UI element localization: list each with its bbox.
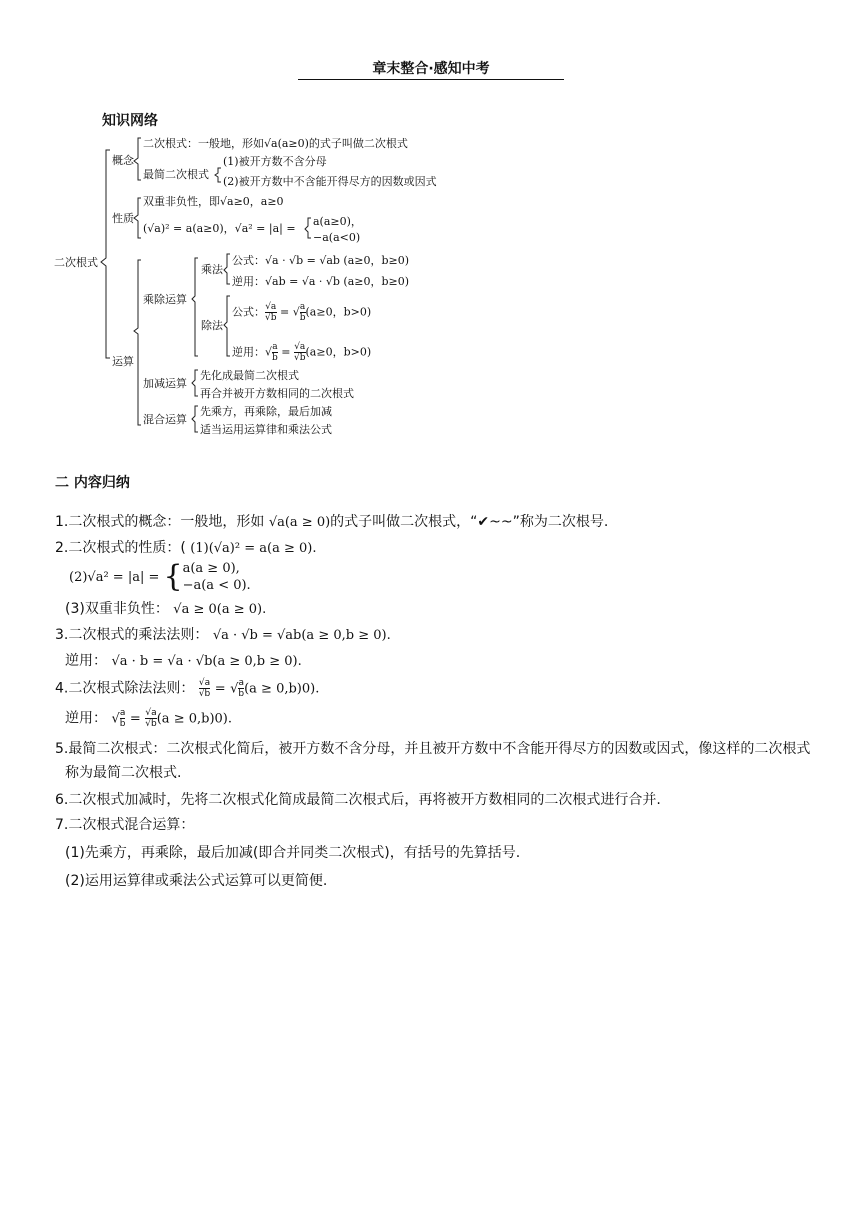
mixed-brace bbox=[192, 406, 198, 432]
mul-brace bbox=[224, 254, 230, 284]
concept-brace bbox=[134, 138, 141, 180]
summary-item-1 bbox=[55, 512, 815, 533]
map-mixed1: 先乘方，再乘除，最后加减 bbox=[200, 405, 332, 418]
map-simplest-cond1: (1)被开方数不含分母 bbox=[223, 155, 327, 168]
map-mul-formula: 公式：√a · √b = √ab (a≥0，b≥0) bbox=[232, 254, 410, 267]
summary-item-3b bbox=[55, 651, 815, 672]
item2b-prefix: (2)√a² = |a| = bbox=[69, 570, 164, 585]
item3-text: 3.二次根式的乘法法则： bbox=[55, 627, 213, 643]
fraction-sqrt-a-over-sqrt-b: $\frac{√a}{√b}$ bbox=[265, 302, 277, 323]
item1-text-b: 的式子叫做二次根式，“✔~~”称为二次根号. bbox=[330, 514, 609, 530]
item4b-math: (a ≥ 0,b)0). bbox=[156, 711, 232, 726]
summary-item-5 bbox=[55, 737, 815, 785]
map-property-case1: a(a≥0)， bbox=[313, 215, 362, 228]
summary-item-2b bbox=[55, 560, 815, 594]
item7-text: 7.二次根式混合运算： bbox=[55, 817, 195, 833]
map-property-p1: 双重非负性，即√a≥0，a≥0 bbox=[143, 195, 284, 208]
map-simplest: 最简二次根式 bbox=[143, 168, 209, 181]
fraction-sqrt-a-over-sqrt-b: $\frac{√a}{√b}$ bbox=[294, 342, 306, 363]
item7-1-text: (1)先乘方，再乘除，最后加减(即合并同类二次根式)，有括号的先算括号. bbox=[65, 845, 521, 861]
item4-math: (a ≥ 0,b)0). bbox=[244, 681, 320, 697]
item2-math: (1)(√a)² = a(a ≥ 0). bbox=[190, 541, 317, 556]
item2b-case1: a(a ≥ 0), bbox=[182, 561, 240, 576]
item2c-text: (3)双重非负性： bbox=[65, 601, 174, 617]
property-brace bbox=[134, 198, 141, 238]
map-root: 二次根式 bbox=[54, 256, 98, 269]
item2-text: 2.二次根式的性质：( bbox=[55, 540, 191, 556]
item7-2-text: (2)运用运算律或乘法公式运算可以更简便. bbox=[65, 873, 328, 889]
operation-brace bbox=[134, 260, 141, 425]
map-mixed: 混合运算 bbox=[143, 413, 187, 426]
map-property-case2: −a(a<0) bbox=[313, 231, 361, 244]
item5-text: 5.最简二次根式：二次根式化简后，被开方数不含分母，并且被开方数中不含能开得尽方的因数或因式，像这样的二次根式称为最简二次根式. bbox=[55, 741, 811, 781]
map-addsub: 加减运算 bbox=[143, 377, 187, 390]
map-div-formula: 公式： $\frac{√a}{√b}$ = √ $\frac{a}{b}$ (a≥0，b>0) bbox=[232, 302, 372, 323]
map-div-inverse-prefix: 逆用： bbox=[232, 345, 265, 359]
map-mul-inverse: 逆用：√ab = √a · √b (a≥0，b≥0) bbox=[232, 275, 410, 288]
map-concept-def: 二次根式：一般地，形如√a(a≥0)的式子叫做二次根式 bbox=[143, 137, 408, 150]
summary-item-3 bbox=[55, 625, 815, 646]
item2b-case2: −a(a < 0). bbox=[182, 578, 251, 593]
fraction-a-over-b: $\frac{a}{b}$ bbox=[119, 707, 126, 729]
page-title: 章末整合·感知中考 bbox=[298, 58, 564, 80]
div-brace bbox=[224, 296, 230, 356]
item1-math: √a(a ≥ 0) bbox=[268, 515, 331, 530]
summary-item-6 bbox=[55, 790, 815, 810]
fraction-a-over-b: $\frac{a}{b}$ bbox=[238, 678, 245, 699]
map-div-inverse: 逆用：√ $\frac{a}{b}$ = $\frac{√a}{√b}$ (a≥0，b>0) bbox=[232, 342, 372, 363]
map-property-p2: (√a)² = a(a≥0)，√a² = |a| = bbox=[143, 222, 296, 235]
addsub-brace bbox=[192, 370, 198, 396]
item4b-text: 逆用： bbox=[65, 710, 112, 726]
map-addsub1: 先化成最简二次根式 bbox=[200, 369, 299, 382]
map-simplest-cond2: (2)被开方数中不含能开得尽方的因数或因式 bbox=[223, 175, 437, 188]
fraction-a-over-b: $\frac{a}{b}$ bbox=[299, 302, 306, 323]
item2c-math: √a ≥ 0(a ≥ 0). bbox=[173, 602, 267, 617]
summary-item-4b: 逆用： √ $\frac{a}{b}$ = $\frac{√a}{√b}$ (a ≥ 0,b)0). bbox=[65, 707, 232, 729]
map-mul: 乘法 bbox=[201, 263, 223, 276]
abs-brace bbox=[305, 218, 311, 238]
item6-text: 6.二次根式加减时，先将二次根式化简成最简二次根式后，再将被开方数相同的二次根式进行合并. bbox=[55, 792, 661, 808]
summary-list bbox=[55, 512, 815, 896]
map-muldiv: 乘除运算 bbox=[143, 293, 187, 306]
item3b-math: √a · b = √a · √b(a ≥ 0,b ≥ 0). bbox=[111, 654, 302, 669]
summary-item-4: 4.二次根式除法法则： $\frac{√a}{√b}$ = √ $\frac{a}{b}$ (a ≥ 0,b)0). bbox=[55, 678, 320, 699]
map-operation: 运算 bbox=[112, 355, 134, 368]
knowledge-network-heading: 知识网络 bbox=[102, 113, 158, 129]
item1-text-a: 1.二次根式的概念：一般地，形如 bbox=[55, 514, 269, 530]
fraction-sqrt-a-over-sqrt-b: $\frac{√a}{√b}$ bbox=[198, 678, 211, 699]
simplest-brace bbox=[215, 168, 221, 182]
summary-heading: 二 内容归纳 bbox=[55, 475, 130, 491]
fraction-a-over-b: $\frac{a}{b}$ bbox=[272, 342, 278, 363]
cases-brace: { bbox=[163, 559, 183, 594]
summary-item-7-2 bbox=[55, 871, 815, 891]
fraction-sqrt-a-over-sqrt-b: $\frac{√a}{√b}$ bbox=[145, 707, 157, 729]
root-brace bbox=[101, 150, 110, 358]
map-div-inverse-cond: (a≥0，b>0) bbox=[305, 345, 372, 359]
map-div: 除法 bbox=[201, 319, 223, 332]
muldiv-brace bbox=[192, 258, 198, 356]
item4-text: 4.二次根式除法法则： bbox=[55, 680, 199, 697]
map-addsub2: 再合并被开方数相同的二次根式 bbox=[200, 387, 354, 400]
summary-item-7 bbox=[55, 815, 815, 835]
summary-item-2 bbox=[55, 538, 815, 559]
knowledge-map bbox=[52, 130, 472, 440]
map-property: 性质 bbox=[112, 212, 134, 225]
summary-item-7-1 bbox=[55, 843, 815, 863]
item2b-cases bbox=[183, 560, 251, 594]
map-div-formula-cond: (a≥0，b>0) bbox=[305, 305, 372, 319]
item3b-text: 逆用： bbox=[65, 653, 112, 669]
map-mixed2: 适当运用运算律和乘法公式 bbox=[200, 423, 332, 436]
map-div-formula-prefix: 公式： bbox=[232, 305, 265, 319]
map-concept: 概念 bbox=[112, 154, 134, 167]
summary-item-2c bbox=[55, 599, 815, 620]
item3-math: √a · √b = √ab(a ≥ 0,b ≥ 0). bbox=[212, 628, 391, 643]
